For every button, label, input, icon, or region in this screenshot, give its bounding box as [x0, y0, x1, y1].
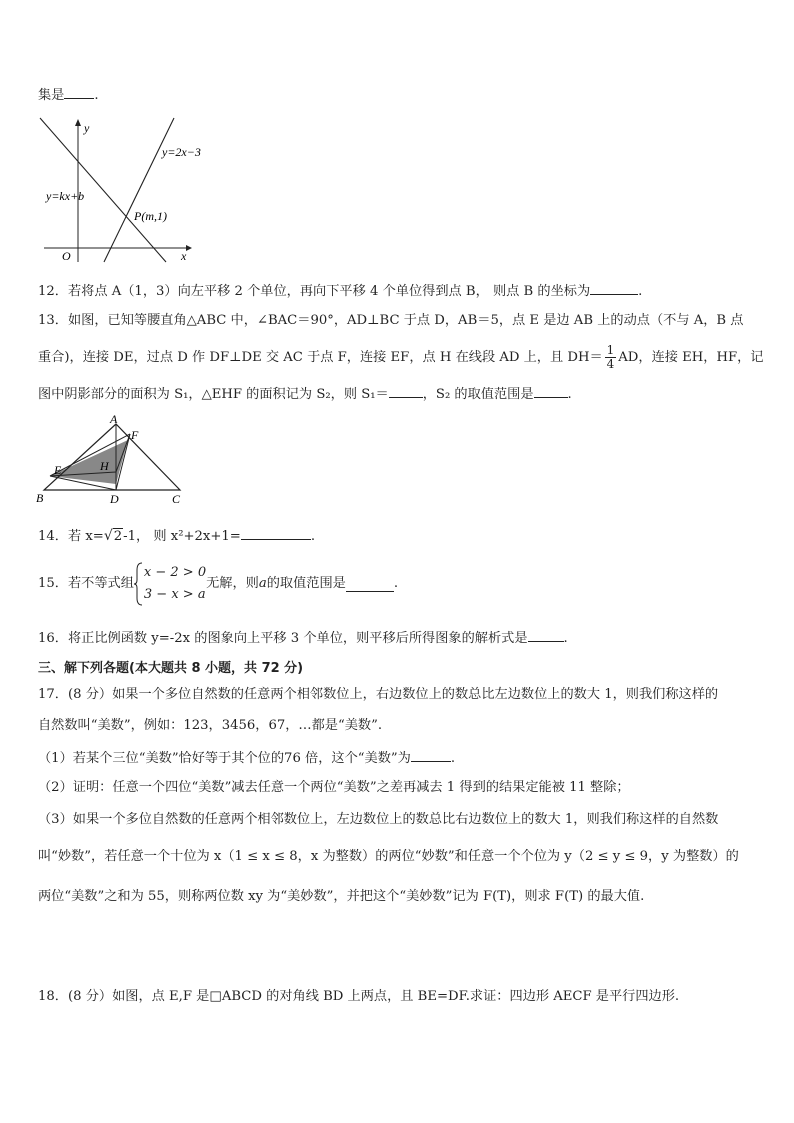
q17-part3-text-1: （3）如果一个多位自然数的任意两个相邻数位上，左边数位上的数总比右边数位上的数大 1，则我们称这样的自然数: [38, 812, 719, 827]
line-2x-minus-3: [104, 118, 174, 262]
question-13-line1: [38, 311, 756, 331]
period: .: [450, 751, 456, 766]
vertex-a-label: A: [110, 412, 118, 426]
x-axis-arrow: [186, 245, 192, 251]
answer-blank: [241, 525, 311, 540]
answer-blank: [411, 747, 451, 762]
sqrt-symbol: √: [103, 528, 113, 544]
point-e-label: E: [54, 463, 62, 477]
q14-text-a: 14．若 x=: [38, 529, 104, 544]
line1-label: y=kx+b: [46, 189, 85, 203]
answer-blank-s1: [389, 383, 423, 398]
question-18: [38, 987, 756, 1007]
fragment-text: 集是: [38, 88, 65, 103]
fraction-one-quarter: [605, 344, 617, 371]
q14-text-b: -1， 则 x²+2x+1=: [123, 529, 241, 544]
answer-blank: [346, 577, 394, 592]
question-16: [38, 627, 756, 649]
axis-label-x: x: [181, 249, 187, 263]
answer-blank-s2: [534, 383, 568, 398]
question-14: [38, 525, 756, 547]
period: .: [567, 387, 572, 402]
axis-label-y: y: [84, 121, 90, 135]
left-brace: [134, 562, 143, 606]
q17-part1-text: （1）若某个三位“美数”恰好等于其个位的76 倍，这个“美数”为: [38, 751, 411, 766]
point-p-label: P(m,1): [134, 209, 167, 223]
origin-label: O: [62, 249, 71, 263]
point-f-label: F: [131, 428, 139, 442]
linear-functions-graph: [38, 112, 208, 264]
question-17-part3-line2: [38, 847, 756, 867]
q17-text-1: 17．(8 分）如果一个多位自然数的任意两个相邻数位上，右边数位上的数总比左边数位上的数大 1，则我们称这样的: [38, 687, 719, 702]
fraction-denominator: 4: [606, 357, 615, 371]
question-12: [38, 280, 756, 302]
q13-text-3a: 图中阴影部分的面积为 S₁，△EHF 的面积记为 S₂，则 S₁＝: [38, 387, 389, 402]
variable-a: a: [258, 576, 267, 591]
question-17-line1: [38, 685, 756, 705]
q17-part2-text: （2）证明：任意一个四位“美数”减去任意一个两位“美数”之差再减去 1 得到的结果定能被 11 整除；: [38, 780, 630, 795]
point-h-label: H: [100, 459, 109, 473]
vertex-b-label: B: [36, 491, 44, 505]
period: .: [94, 88, 99, 103]
answer-blank: [590, 280, 638, 295]
question-15: [38, 562, 756, 608]
fraction-numerator: 1: [606, 343, 615, 357]
period: .: [393, 576, 399, 591]
question-17-part1: [38, 747, 756, 769]
vertex-c-label: C: [172, 492, 181, 506]
q18-text: 18．(8 分）如图，点 E,F 是□ABCD 的对角线 BD 上两点，且 BE=DF.求证：四边形 AECF 是平行四边形.: [38, 989, 680, 1004]
period: .: [310, 529, 316, 544]
point-d-label: D: [110, 492, 119, 506]
question-17-part3-line1: [38, 810, 756, 830]
q13-text-2b: AD，连接 EH，HF，记: [618, 350, 764, 365]
y-axis-arrow: [75, 119, 81, 126]
answer-blank: [64, 84, 94, 99]
answer-blank: [528, 627, 564, 642]
q15-text-a: 15．若不等式组: [38, 576, 134, 591]
period: .: [638, 284, 643, 299]
isosceles-right-triangle-figure: [34, 412, 194, 508]
question-17-part3-line3: [38, 887, 756, 907]
question-13-line3: [38, 383, 756, 405]
continued-question-line: [38, 84, 756, 106]
q15-text-c: 的取值范围是: [266, 576, 346, 591]
q15-text-b: 无解，则: [206, 576, 259, 591]
period: .: [563, 631, 568, 646]
q13-text-1: 13．如图，已知等腰直角△ABC 中，∠BAC＝90°，AD⊥BC 于点 D，AB＝5，点 E 是边 AB 上的动点（不与 A，B 点: [38, 313, 744, 328]
q12-text: 12．若将点 A（1，3）向左平移 2 个单位，再向下平移 4 个单位得到点 B， 则点 B 的坐标为: [38, 284, 591, 299]
inequality-2: 3 − x > a: [143, 587, 206, 602]
line2-label: y=2x−3: [162, 145, 201, 159]
q17-part3-text-2: 叫“妙数”，若任意一个十位为 x（1 ≤ x ≤ 8，x 为整数）的两位“妙数”和任意一个个位为 y（2 ≤ y ≤ 9，y 为整数）的: [38, 849, 739, 864]
question-17-line2: [38, 716, 756, 736]
radicand: 2: [113, 529, 123, 544]
q16-text: 16．将正比例函数 y=-2x 的图象向上平移 3 个单位，则平移后所得图象的解析式是: [38, 631, 528, 646]
q17-part3-text-3: 两位“美数”之和为 55，则称两位数 xy 为“美妙数”，并把这个“美妙数”记为 F(T)，则求 F(T) 的最大值.: [38, 889, 645, 904]
question-17-part2: [38, 778, 756, 798]
q13-text-2a: 重合)，连接 DE，过点 D 作 DF⊥DE 交 AC 于点 F，连接 EF，点 H 在线段 AD 上，且 DH＝: [38, 350, 603, 365]
section-heading: 三、解下列各题(本大题共 8 小题，共 72 分): [38, 661, 304, 676]
inequality-1: x − 2 > 0: [143, 565, 207, 580]
q17-text-2: 自然数叫“美数”，例如：123，3456，67，…都是“美数”.: [38, 718, 383, 733]
q13-text-3b: ，S₂ 的取值范围是: [422, 387, 534, 402]
inequality-system: [134, 562, 206, 606]
question-13-line2: [38, 343, 764, 371]
